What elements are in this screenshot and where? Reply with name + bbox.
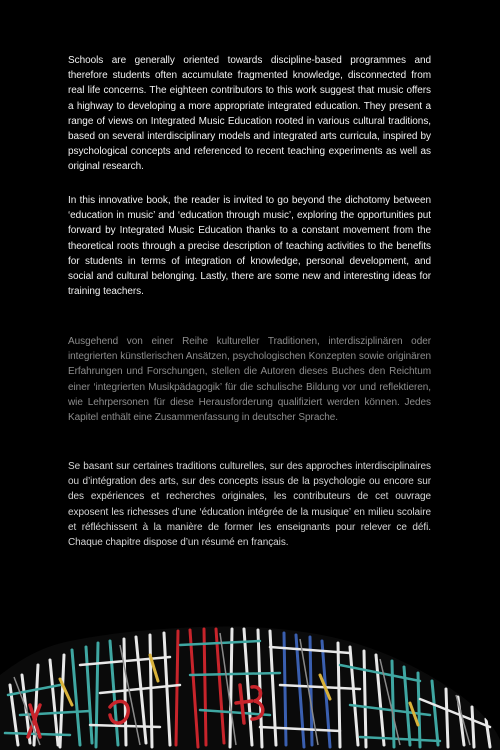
english-blurb-paragraph-1: Schools are generally oriented towards discipline-based programmes and therefore students often accumulate fragmented knowledge, disconnected from real life concerns. The eighteen contributors to this work suggest that music offers a highway to developing a more appropriate integrated education. They present a range of views on Integrated Music Education rooted in various cultural traditions, based on several interdisciplinary models and integrated arts curricula, inspired by psychological concepts and referenced to recent teaching experiments as well as original research.	[68, 55, 431, 173]
graffiti-lettering-artwork	[0, 615, 500, 750]
english-blurb-paragraph-2: In this innovative book, the reader is invited to go beyond the dichotomy between ‘education in music’ and ‘education through music’, exploring the opportunities put forward by Integrated Music Education thanks to a constant movement from the theoretical roots through a precise description of teaching activities to the benefits for students in terms of integration of knowledge, personal development, and social and cultural belonging. Lastly, there are some new and interesting ideas for training teachers.	[68, 195, 431, 298]
french-summary-paragraph: Se basant sur certaines traditions culturelles, sur des approches interdisciplinaires ou d’intégration des arts, sur des concepts issus de la psychologie ou encore sur des expériences et recherches originales, les contributeurs de cet ouvrage exposent les richesses d’une ‘éducation intégrée de la musique’ en milieu scolaire et réfléchissent à la manière de former les enseignants pour relever ce défi. Chaque chapitre dispose d’un résumé en français.	[68, 461, 431, 549]
german-summary-paragraph: Ausgehend von einer Reihe kultureller Traditionen, interdisziplinären oder integrierten künstlerischen Ansätzen, psychologischen Konzepten sowie originären Erfahrungen und Forschungen, stellen die Autoren dieses Buches den Reichtum einer ‘integrierten Musikpädagogik’ für die schulische Bildung vor und reflektieren, wie Lehrpersonen für diese Herausforderung qualifiziert werden können. Jedes Kapitel enthält eine Zusammenfassung in deutscher Sprache.	[68, 336, 431, 424]
